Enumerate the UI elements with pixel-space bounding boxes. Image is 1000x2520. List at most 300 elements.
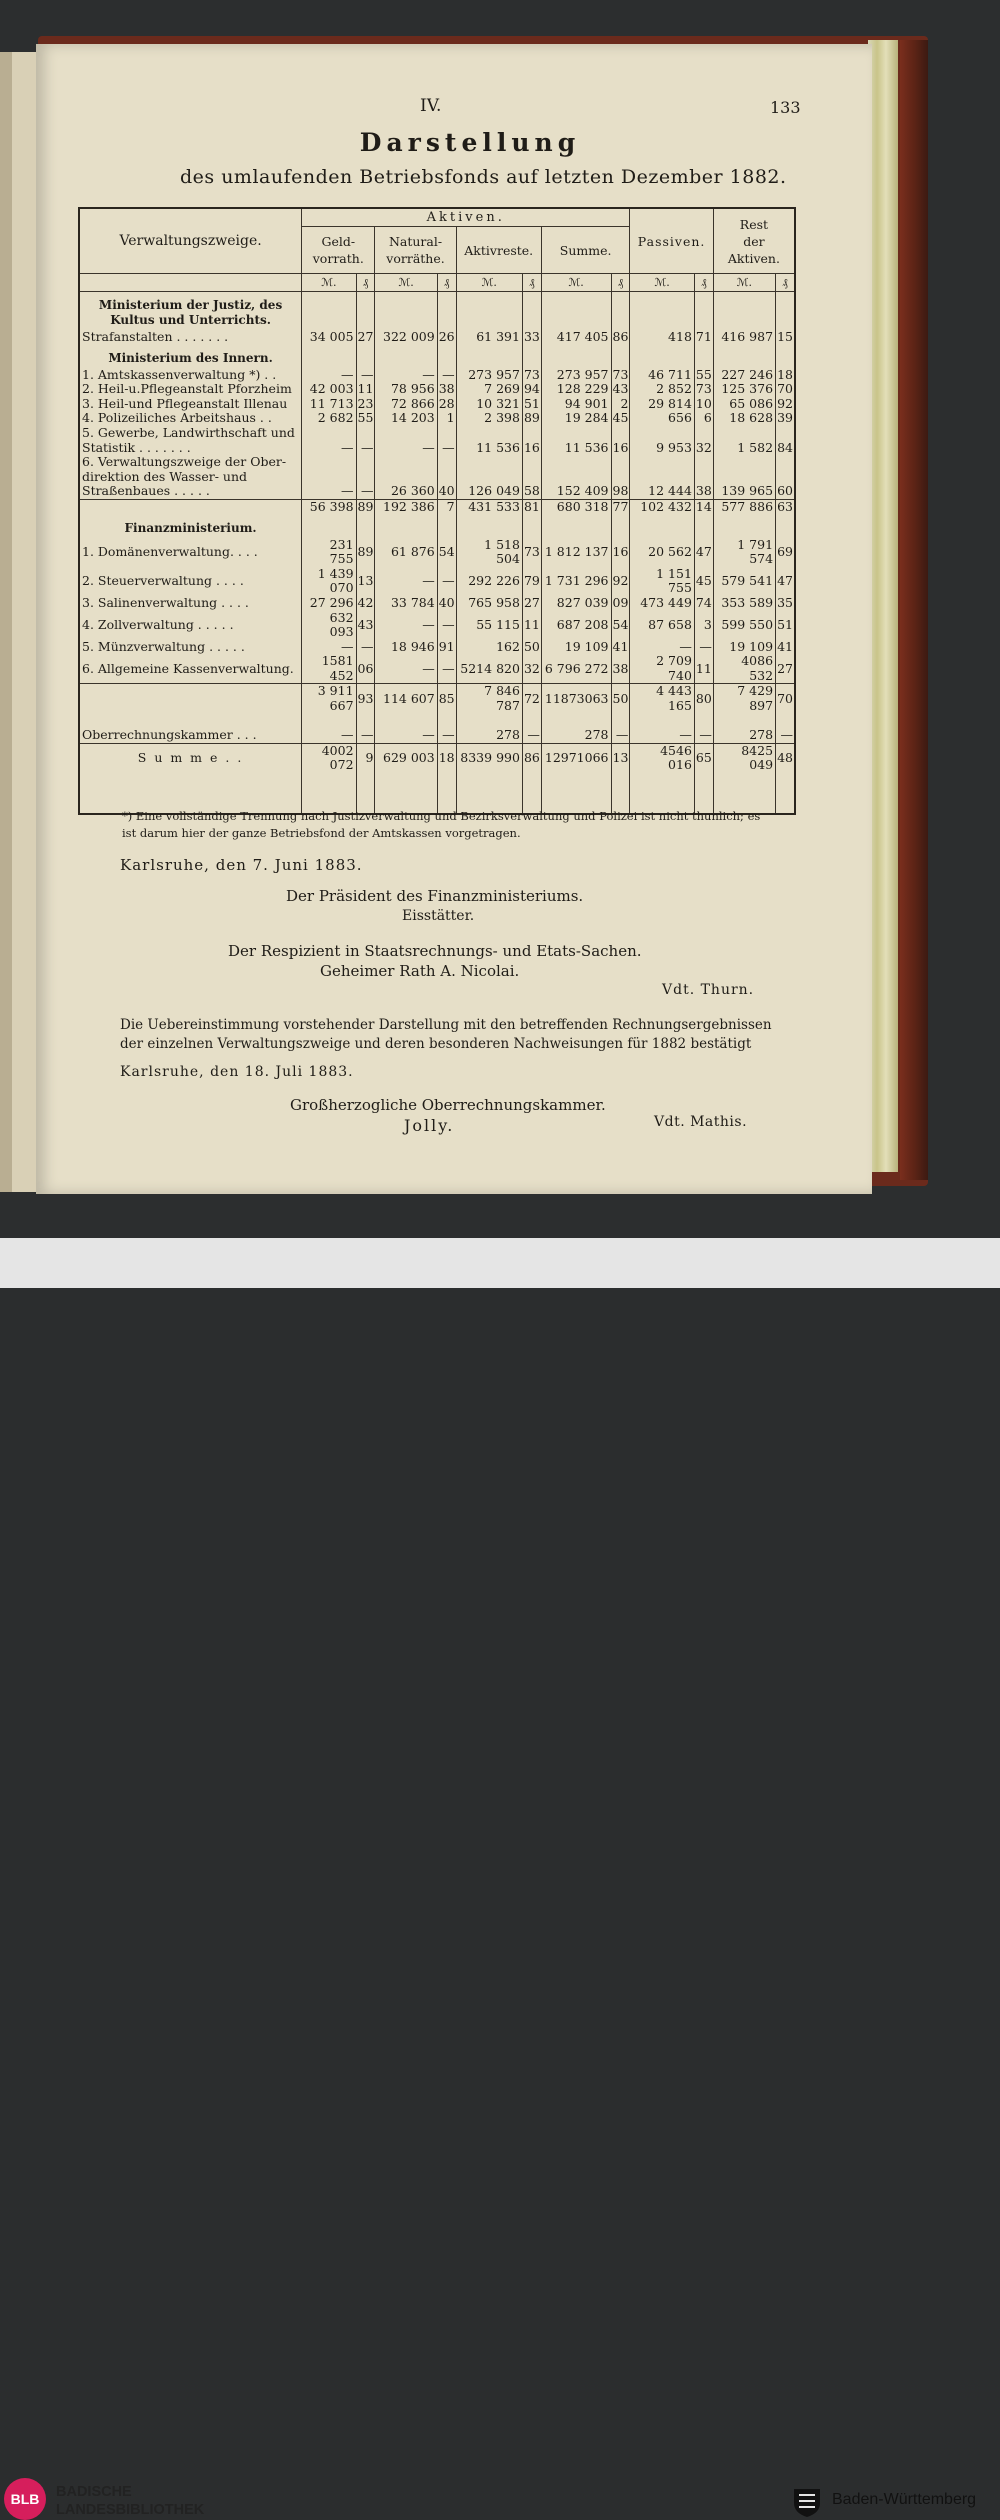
pf-value: [776, 455, 795, 470]
table-row: [79, 596, 795, 611]
pf-value: —: [437, 368, 456, 383]
unit-pf: ₰: [522, 274, 541, 292]
pf-value: —: [776, 728, 795, 743]
mark-value: 680 318: [541, 499, 611, 514]
mark-value: 162: [456, 640, 522, 655]
empty-cell: [437, 345, 456, 368]
header-summe: Summe.: [541, 227, 630, 274]
empty-cell: [375, 292, 437, 331]
table-row: [79, 455, 795, 470]
row-label: [79, 714, 302, 729]
pf-value: 33: [523, 329, 540, 344]
mark-value: —: [302, 441, 356, 456]
pf-value: 18: [777, 366, 793, 382]
empty-cell: [437, 515, 456, 538]
mark-value: 11 536: [541, 441, 611, 456]
mark-value: 19 109: [541, 640, 611, 655]
row-label: 1. Domänenverwaltung. . . .: [82, 543, 258, 559]
mark-value: 1 439 070: [302, 567, 356, 596]
unit-mark: ℳ.: [541, 274, 611, 292]
empty-cell: [302, 292, 356, 331]
pf-value: 26: [438, 329, 455, 344]
pf-value: 85: [437, 684, 456, 714]
pf-value: 58: [523, 483, 540, 499]
mark-value: [302, 714, 356, 729]
mark-value: —: [375, 567, 437, 596]
mark-value: 10 321: [456, 397, 522, 412]
empty-cell: [522, 345, 541, 368]
section-label: Ministerium des Innern.: [108, 350, 273, 365]
pf-value: 06: [356, 654, 375, 684]
pf-value: 73: [523, 366, 540, 382]
mark-value: 579 541: [713, 567, 775, 596]
mark-value: [713, 714, 775, 729]
mark-value: —: [630, 728, 695, 743]
pf-value: 72: [522, 684, 541, 714]
footnote: *) Eine vollständige Trennung nach Justizverwaltung und Bezirksverwaltung und Polizei ist nicht thunlich; es ist darum hier der ganze Betriebsfond der Amtskassen vorgetragen.: [122, 809, 761, 840]
left-page: [0, 52, 40, 1192]
pf-value: 41: [777, 638, 793, 654]
mark-value: [630, 426, 695, 441]
mark-value: [541, 455, 611, 470]
total-row: [79, 743, 795, 773]
mark-value: 5214 820: [456, 654, 522, 684]
respizient-line: Der Respizient in Staatsrechnungs- und Etats-Sachen.: [228, 942, 642, 960]
empty-cell: [356, 515, 375, 538]
header-branch: Verwaltungszweige.: [79, 208, 302, 274]
empty-cell: [611, 292, 630, 331]
empty-cell: [694, 345, 713, 368]
empty-cell: [630, 515, 695, 538]
mark-value: 65 086: [713, 397, 775, 412]
pf-value: 69: [776, 538, 795, 567]
pf-value: 1: [437, 411, 456, 426]
pf-value: [611, 426, 630, 441]
mark-value: 9 953: [630, 441, 695, 456]
row-label: direktion des Wasser- und: [82, 469, 248, 484]
pf-value: 11: [357, 381, 374, 397]
pf-value: 48: [776, 743, 795, 773]
pf-value: 39: [777, 410, 793, 426]
mark-value: 1 731 296: [541, 567, 611, 596]
mark-value: 473 449: [630, 596, 695, 611]
mark-value: 8339 990: [456, 743, 522, 773]
empty-cell: [541, 345, 611, 368]
pf-value: [437, 455, 456, 470]
row-label: 2. Heil-u.Pflegeanstalt Pforzheim: [82, 382, 292, 397]
mark-value: 26 360: [375, 484, 437, 499]
mark-value: 227 246: [713, 368, 775, 383]
pf-value: —: [437, 654, 456, 684]
empty-cell: [694, 515, 713, 538]
mark-value: [541, 714, 611, 729]
pf-value: —: [356, 728, 375, 743]
pf-value: —: [437, 567, 456, 596]
mark-value: 18 628: [713, 411, 775, 426]
unit-pf: ₰: [437, 274, 456, 292]
row-label: [79, 684, 302, 714]
pf-value: 47: [776, 567, 795, 596]
mark-value: [713, 470, 775, 485]
mark-value: 42 003: [302, 382, 356, 397]
header-natural: Natural- vorräthe.: [375, 227, 456, 274]
unit-pf: ₰: [776, 274, 795, 292]
pf-value: 92: [611, 567, 630, 596]
bw-label[interactable]: Baden-Württemberg: [832, 2491, 977, 2508]
pf-value: 70: [777, 381, 793, 397]
row-label: 2. Steuerverwaltung . . . .: [82, 573, 244, 589]
pf-value: [776, 426, 795, 441]
empty-cell: [776, 292, 795, 331]
mark-value: 7 846 787: [456, 684, 522, 714]
viewer-footer: [0, 1238, 1000, 2518]
unit-mark: ℳ.: [713, 274, 775, 292]
empty-cell: [456, 515, 522, 538]
pf-value: 50: [611, 684, 630, 714]
pf-value: [437, 470, 456, 485]
pf-value: 16: [612, 439, 629, 455]
mark-value: 687 208: [541, 611, 611, 640]
pf-value: [437, 426, 456, 441]
table-row: [79, 426, 795, 441]
mark-value: 34 005: [302, 330, 356, 345]
row-label: 6. Verwaltungszweige der Ober-: [82, 455, 287, 470]
table-row: [79, 714, 795, 729]
table-row: [79, 411, 795, 426]
pf-value: 35: [777, 594, 793, 610]
pf-value: [694, 470, 713, 485]
empty-cell: [630, 292, 695, 331]
mark-value: 273 957: [456, 368, 522, 383]
pf-value: [522, 470, 541, 485]
mark-value: 192 386: [375, 499, 437, 514]
mark-value: [541, 470, 611, 485]
mark-value: 292 226: [456, 567, 522, 596]
empty-cell: [630, 345, 695, 368]
mark-value: 56 398: [302, 499, 356, 514]
pf-value: [356, 455, 375, 470]
pf-value: [356, 470, 375, 485]
mark-value: 278: [456, 728, 522, 743]
mark-value: [302, 470, 356, 485]
section-label: Finanzministerium.: [124, 520, 257, 535]
unit-row: [79, 274, 795, 292]
row-label: Oberrechnungskammer . . .: [82, 728, 257, 743]
pf-value: 14: [695, 498, 712, 514]
pf-value: 27: [523, 594, 540, 610]
mark-value: [630, 470, 695, 485]
page-title: Darstellung: [359, 128, 581, 157]
mark-value: [375, 714, 437, 729]
mark-value: 29 814: [630, 397, 695, 412]
pf-value: —: [437, 728, 456, 743]
mark-value: 11 713: [302, 397, 356, 412]
mark-value: 12 444: [630, 484, 695, 499]
pf-value: [522, 714, 541, 729]
mark-value: 3 911 667: [302, 684, 356, 714]
mark-value: 87 658: [630, 611, 695, 640]
row-label: 6. Allgemeine Kassenverwaltung.: [82, 660, 294, 676]
mark-value: [375, 426, 437, 441]
scan-image: [0, 0, 1000, 1238]
pf-value: 89: [356, 538, 375, 567]
pf-value: 43: [356, 611, 375, 640]
mark-value: 273 957: [541, 368, 611, 383]
pf-value: [356, 426, 375, 441]
mark-value: 125 376: [713, 382, 775, 397]
pf-value: 54: [611, 611, 630, 640]
pf-value: —: [694, 728, 713, 743]
mark-value: 1 791 574: [713, 538, 775, 567]
section-row: [79, 515, 795, 538]
pf-value: 32: [695, 439, 712, 455]
mark-value: 11 536: [456, 441, 522, 456]
mark-value: 632 093: [302, 611, 356, 640]
mark-value: 577 886: [713, 499, 775, 514]
row-label: 3. Heil-und Pflegeanstalt Illenau: [82, 396, 288, 411]
mark-value: 416 987: [713, 330, 775, 345]
pf-value: 9: [356, 743, 375, 773]
empty-cell: [541, 292, 611, 331]
pf-value: 10: [695, 395, 712, 411]
mark-value: 8425 049: [713, 743, 775, 773]
mark-value: 27 296: [302, 596, 356, 611]
blb-name[interactable]: [56, 2483, 204, 2519]
mark-value: [302, 455, 356, 470]
pf-value: 86: [522, 743, 541, 773]
pf-value: 73: [695, 381, 712, 397]
mark-value: [541, 426, 611, 441]
pf-value: 79: [522, 567, 541, 596]
empty-cell: [302, 345, 356, 368]
mark-value: 114 607: [375, 684, 437, 714]
pf-value: 73: [612, 366, 629, 382]
unit-pf: ₰: [694, 274, 713, 292]
empty-cell: [713, 345, 775, 368]
respizient-name: Geheimer Rath A. Nicolai.: [320, 962, 520, 980]
pf-value: —: [356, 484, 375, 499]
empty-cell: [776, 515, 795, 538]
mark-value: 14 203: [375, 411, 437, 426]
mark-value: 2 682: [302, 411, 356, 426]
mark-value: 629 003: [375, 743, 437, 773]
empty-cell: [713, 515, 775, 538]
roman-numeral: IV.: [420, 96, 442, 116]
pf-value: 6: [694, 411, 713, 426]
mark-value: 7 429 897: [713, 684, 775, 714]
mark-value: 139 965: [713, 484, 775, 499]
pf-value: 89: [523, 410, 540, 426]
president-line: Der Präsident des Finanzministeriums.: [286, 887, 584, 905]
mark-value: [375, 470, 437, 485]
empty-cell: [356, 292, 375, 331]
president-name: Eisstätter.: [402, 908, 475, 924]
pf-value: 2: [611, 397, 630, 412]
mark-value: 278: [541, 728, 611, 743]
subtotal-row: [79, 684, 795, 714]
mark-value: 4086 532: [713, 654, 775, 684]
mark-value: 102 432: [630, 499, 695, 514]
table-row: [79, 441, 795, 456]
page-edges: [868, 40, 898, 1172]
mark-value: 4002 072: [302, 743, 356, 773]
empty-cell: [437, 292, 456, 331]
empty-cell: [541, 515, 611, 538]
pf-value: 38: [438, 381, 455, 397]
mark-value: 46 711: [630, 368, 695, 383]
mark-value: 431 533: [456, 499, 522, 514]
pf-value: 50: [523, 638, 540, 654]
vidit-1: Vdt. Thurn.: [662, 982, 755, 998]
pf-value: [776, 714, 795, 729]
pf-value: 42: [357, 594, 374, 610]
pf-value: 89: [357, 498, 374, 514]
unit-mark: ℳ.: [302, 274, 356, 292]
table-row: [79, 611, 795, 640]
pf-value: —: [694, 640, 713, 655]
mark-value: 152 409: [541, 484, 611, 499]
empty-cell: [302, 515, 356, 538]
mark-value: 1 151 755: [630, 567, 695, 596]
pf-value: 93: [356, 684, 375, 714]
mark-value: 827 039: [541, 596, 611, 611]
pf-value: 13: [611, 743, 630, 773]
blb-name-line2: LANDESBIBLIOTHEK: [56, 2502, 205, 2518]
pf-value: 60: [777, 483, 793, 499]
section-row: [79, 345, 795, 368]
pf-value: 09: [612, 594, 629, 610]
mark-value: 4 443 165: [630, 684, 695, 714]
pf-value: [694, 714, 713, 729]
mark-value: 6 796 272: [541, 654, 611, 684]
mark-value: —: [302, 728, 356, 743]
pf-value: [694, 455, 713, 470]
mark-value: —: [375, 441, 437, 456]
pf-value: [776, 470, 795, 485]
table-row: [79, 728, 795, 743]
mark-value: 1 518 504: [456, 538, 522, 567]
pf-value: [611, 714, 630, 729]
mark-value: —: [375, 368, 437, 383]
row-label: 1. Amtskassenverwaltung *) . .: [82, 367, 277, 382]
row-label: 5. Gewerbe, Landwirthschaft und: [82, 425, 295, 440]
pf-value: 28: [438, 395, 455, 411]
mark-value: 2 709 740: [630, 654, 695, 684]
mark-value: 61 876: [375, 538, 437, 567]
pf-value: 15: [777, 329, 793, 344]
pf-value: 45: [694, 567, 713, 596]
mark-value: 2 398: [456, 411, 522, 426]
table-row: [79, 538, 795, 567]
mark-value: 19 284: [541, 411, 611, 426]
pf-value: 84: [777, 439, 793, 455]
header-rest: Rest der Aktiven.: [713, 208, 795, 274]
mark-value: 128 229: [541, 382, 611, 397]
table-row: [79, 382, 795, 397]
pf-value: 55: [695, 366, 712, 382]
book-spine-edge: [900, 40, 928, 1180]
empty-cell: [713, 292, 775, 331]
row-label: 4. Zollverwaltung . . . . .: [82, 616, 234, 632]
mark-value: 18 946: [375, 640, 437, 655]
mark-value: 353 589: [713, 596, 775, 611]
mark-value: [302, 426, 356, 441]
pf-value: 13: [356, 567, 375, 596]
pf-value: 81: [523, 498, 540, 514]
unit-pf: ₰: [611, 274, 630, 292]
table-row: [79, 654, 795, 684]
kammer-name: Jolly.: [404, 1116, 455, 1135]
unit-mark: ℳ.: [375, 274, 437, 292]
pf-value: 86: [612, 329, 629, 344]
row-label: Straßenbaues . . . . .: [82, 484, 210, 499]
pf-value: 55: [357, 410, 374, 426]
pf-value: 38: [611, 654, 630, 684]
empty-cell: [456, 292, 522, 331]
pf-value: 54: [437, 538, 456, 567]
mark-value: —: [302, 368, 356, 383]
row-label: Strafanstalten . . . . . . .: [82, 330, 229, 344]
mark-value: —: [375, 728, 437, 743]
empty-cell: [611, 345, 630, 368]
mark-value: 417 405: [541, 330, 611, 345]
mark-value: 19 109: [713, 640, 775, 655]
header-geld: Geld- vorrath.: [302, 227, 375, 274]
mark-value: 765 958: [456, 596, 522, 611]
blb-name-line1: BADISCHE: [56, 2484, 132, 2500]
pf-value: 71: [695, 329, 712, 344]
mark-value: [456, 470, 522, 485]
empty-cell: [356, 345, 375, 368]
mark-value: —: [302, 640, 356, 655]
pf-value: 27: [357, 329, 374, 344]
empty-cell: [776, 345, 795, 368]
blb-logo-icon[interactable]: BLB: [4, 2478, 46, 2520]
pf-value: [694, 426, 713, 441]
subtotal-row: [79, 499, 795, 514]
empty-cell: [456, 345, 522, 368]
pf-value: 73: [522, 538, 541, 567]
pf-value: [356, 714, 375, 729]
mark-value: —: [302, 484, 356, 499]
mark-value: 1 582: [713, 441, 775, 456]
row-label: [79, 499, 302, 514]
place-date-1: Karlsruhe, den 7. Juni 1883.: [120, 856, 363, 874]
table-row: [79, 484, 795, 499]
kammer-line: Großherzogliche Oberrechnungskammer.: [290, 1096, 606, 1114]
mark-value: —: [375, 611, 437, 640]
pf-value: 38: [695, 483, 712, 499]
mark-value: [456, 714, 522, 729]
unit-blank: [79, 274, 302, 292]
mark-value: 322 009: [375, 330, 437, 345]
pf-value: —: [356, 640, 375, 655]
empty-cell: [522, 515, 541, 538]
row-label: 3. Salinenverwaltung . . . .: [82, 595, 249, 610]
row-label: 4. Polizeiliches Arbeitshaus . .: [82, 411, 272, 426]
pf-value: 23: [357, 395, 374, 411]
mark-value: 72 866: [375, 397, 437, 412]
empty-cell: [611, 515, 630, 538]
pf-value: 51: [776, 611, 795, 640]
mark-value: 7 269: [456, 382, 522, 397]
pf-value: 3: [694, 611, 713, 640]
mark-value: —: [375, 654, 437, 684]
pf-value: 51: [523, 395, 540, 411]
pf-value: [522, 426, 541, 441]
mark-value: [713, 426, 775, 441]
pf-value: 16: [523, 439, 540, 455]
